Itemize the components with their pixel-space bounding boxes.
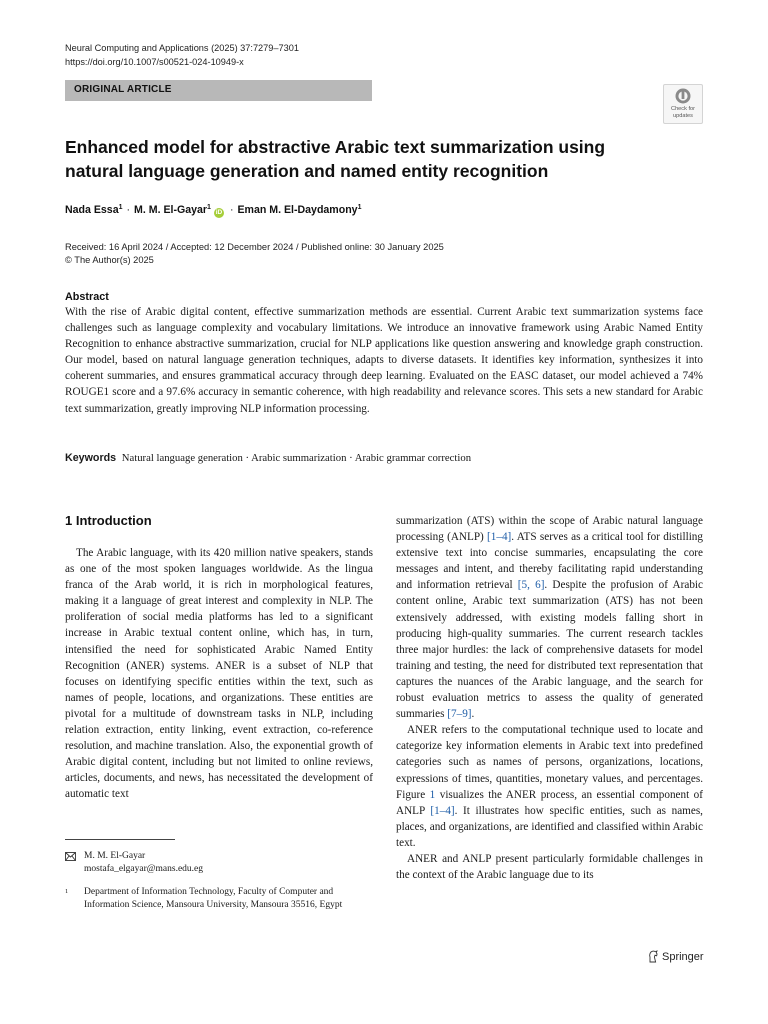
author-affiliation-mark: 1: [357, 204, 362, 211]
author-list: [65, 204, 361, 218]
orcid-icon[interactable]: iD: [215, 209, 223, 216]
check-for-updates-label: Check for updates: [671, 106, 695, 119]
affiliation-text: Department of Information Technology, Faculty of Computer and Information Science, Mansoura University, Mansoura 35516, Egypt: [84, 887, 343, 910]
body-text: . Despite the profusion of Arabic content online, Arabic text summarization (ATS) has not been extensively addressed, with existing models falling short in producing high-quality summaries. The current research tackles three major hurdles: the lack of comprehensive datasets for model training and testing, the need for distributed text representation that captures the nuances of the Arabic language, and the search for robust evaluation metrics to assess the quality of generated summaries: [396, 579, 703, 721]
check-for-updates-icon: [675, 88, 691, 104]
figure-link[interactable]: 1: [429, 788, 436, 801]
citation-link[interactable]: [1–4]: [487, 531, 512, 544]
affiliation-mark: 1: [65, 888, 69, 895]
body-paragraph: ANER and ANLP present particularly formidable challenges in the context of the Arabic language due to its: [396, 852, 703, 882]
abstract-heading: Abstract: [65, 291, 109, 303]
body-column-left: [65, 545, 373, 803]
citation-link[interactable]: [1–4]: [430, 804, 455, 817]
body-text: . ATS serves as a critical tool for distilling extensive text into concise summaries, encapsulating the core messages and intent, and thereby facilitating rapid understanding and information retrieval: [396, 531, 703, 592]
body-text: visualizes the ANER process, an essential component of ANLP: [396, 788, 703, 817]
check-for-updates-badge[interactable]: [663, 84, 703, 124]
paper-title: Enhanced model for abstractive Arabic text summarization using natural language generation and named entity recognition: [65, 137, 606, 181]
keywords-list: Natural language generation · Arabic summarization · Arabic grammar correction: [121, 452, 472, 464]
corresponding-author-footnote: [65, 850, 375, 876]
journal-citation: Neural Computing and Applications (2025) 37:7279–7301: [65, 43, 299, 53]
publisher-logo: [647, 950, 704, 963]
author-separator: ·: [229, 204, 234, 216]
body-text: ANER refers to the computational technique used to locate and categorize key information elements in Arabic text into predefined categories such as names of persons, organizations, locations, expressions of times, quantities, monetary values, and percentages. Figure: [396, 724, 703, 801]
body-text: .: [471, 708, 475, 721]
author-name[interactable]: Eman M. El-Daydamony: [237, 204, 358, 216]
article-type-label: ORIGINAL ARTICLE: [74, 84, 172, 95]
corresponding-author-name: M. M. El-Gayar: [84, 851, 146, 861]
corresponding-author-email[interactable]: mostafa_elgayar@mans.edu.eg: [84, 864, 204, 874]
author-affiliation-mark: 1: [118, 204, 123, 211]
publisher-name: Springer: [662, 951, 704, 963]
body-column-right: [396, 513, 703, 883]
doi-link[interactable]: https://doi.org/10.1007/s00521-024-10949-x: [65, 57, 244, 67]
affiliation-footnote: [65, 886, 375, 912]
keywords-label: Keywords: [65, 452, 117, 464]
body-paragraph: [396, 722, 703, 851]
author-name[interactable]: Nada Essa: [65, 204, 119, 216]
abstract-text: With the rise of Arabic digital content, effective summarization methods are essential. Current Arabic text summarization systems face challenges such as language complexity and vocabulary limitations. We introduce an innovative framework using Arabic Named Entity Recognition to enhance abstractive summarization, crucial for NLP applications like question answering and knowledge graph construction. Our model, based on natural language generation techniques, adapts to diverse datasets. It identifies key information, synthesizes it into coherent summaries, and ensures grammatical accuracy through deep learning. Evaluated on the EASC dataset, our model achieved a 74% ROUGE1 score and a 97.6% accuracy in semantic coherence, with high readability and relevance scores. This sets a new standard for Arabic text summarization, greatly improving NLP information processing.: [65, 306, 703, 415]
body-paragraph: The Arabic language, with its 420 million native speakers, stands as one of the most spoken languages worldwide. As the lingua franca of the Arab world, it is rich in morphological features, making it a language of great interest and complexity in NLP. The proliferation of social media platforms has led to a significant increase in Arabic textual content online, which has, in turn, intensified the need for sophisticated Arabic Named Entity Recognition (ANER) systems. ANER is a subset of NLP that focuses on identifying specific entities within the text, such as names of people, locations, and organizations. These entities are pivotal for a multitude of downstream tasks in NLP, including relation extraction, entity linking, event extraction, co-reference resolution, and machine translation. Also, the exponential growth of Arabic digital content, including but not limited to online reviews, articles, documents, and news, has necessitated the development of automatic text: [65, 547, 373, 801]
springer-horse-icon: [647, 950, 659, 963]
body-text: summarization (ATS) within the scope of Arabic natural language processing (ANLP): [396, 515, 703, 544]
author-name[interactable]: M. M. El-Gayar: [134, 204, 208, 216]
section-heading-introduction: 1 Introduction: [65, 513, 152, 528]
publication-dates: Received: 16 April 2024 / Accepted: 12 December 2024 / Published online: 30 January 2025: [65, 242, 444, 252]
body-text: . It illustrates how specific entities, such as names, places, and organizations, are identified and classified within Arabic text.: [396, 804, 703, 849]
email-icon: [65, 852, 76, 861]
footnote-divider: [65, 839, 175, 840]
author-separator: ·: [126, 204, 131, 216]
body-paragraph: [396, 513, 703, 722]
author-affiliation-mark: 1: [207, 204, 211, 211]
article-type-banner: [65, 80, 372, 101]
copyright-notice: © The Author(s) 2025: [65, 255, 154, 265]
citation-link[interactable]: [7–9]: [447, 708, 472, 721]
keywords: [65, 452, 471, 464]
citation-link[interactable]: [5, 6]: [517, 579, 545, 592]
